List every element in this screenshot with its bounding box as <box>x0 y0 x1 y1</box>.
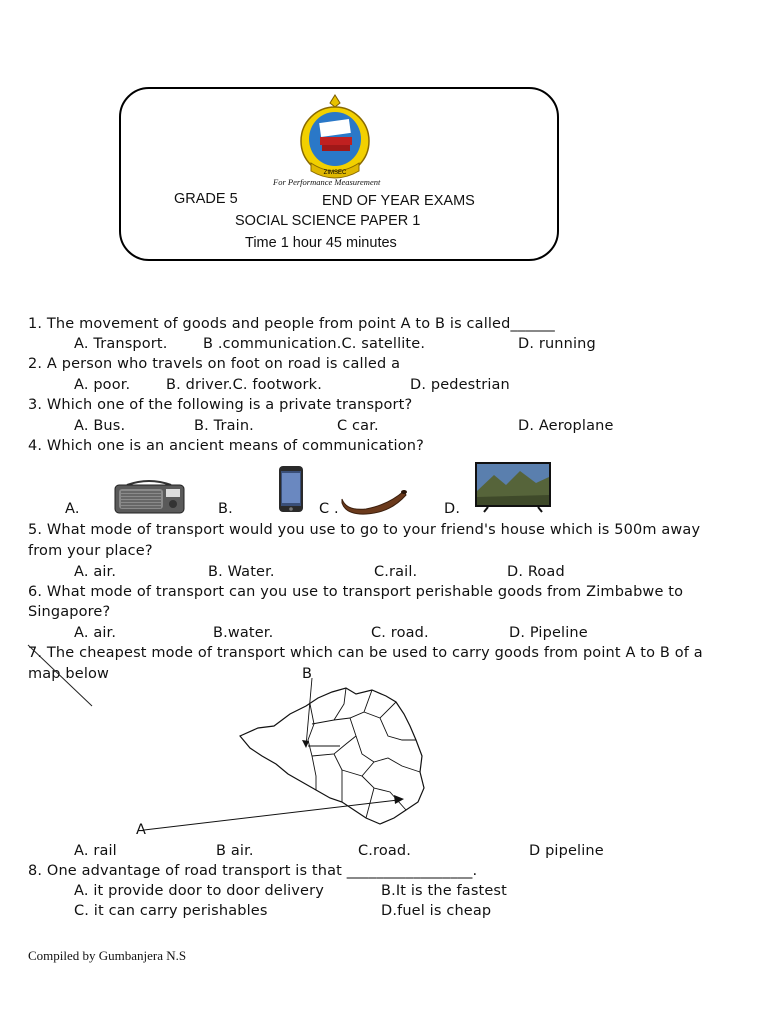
q7-option-b: B air. <box>216 843 254 859</box>
q5-option-d: D. Road <box>507 564 565 580</box>
q3-option-a: A. Bus. <box>74 418 126 434</box>
q6-option-c: C. road. <box>371 625 429 641</box>
grade-label: GRADE 5 <box>174 191 238 207</box>
q6-option-b: B.water. <box>213 625 274 641</box>
logo-tagline: For Performance Measurement <box>273 177 381 187</box>
q8-option-b: B.It is the fastest <box>381 883 507 899</box>
exam-title: END OF YEAR EXAMS <box>322 193 475 209</box>
q1-option-d: D. running <box>518 336 596 352</box>
paper-title: SOCIAL SCIENCE PAPER 1 <box>235 213 421 229</box>
television-icon <box>474 461 552 513</box>
q7-option-a: A. rail <box>74 843 117 859</box>
q5-option-b: B. Water. <box>208 564 275 580</box>
route-arrows <box>140 670 420 836</box>
question-6-line-1: 6. What mode of transport can you use to transport perishable goods from Zimbabwe to <box>28 584 684 600</box>
q4-option-a: A. <box>65 501 80 517</box>
map-label-b: B <box>302 666 313 682</box>
q5-option-a: A. air. <box>74 564 117 580</box>
question-8: 8. One advantage of road transport is that _________________. <box>28 863 478 879</box>
q3-option-b: B. Train. <box>194 418 254 434</box>
q3-option-d: D. Aeroplane <box>518 418 614 434</box>
q2-option-d: D. pedestrian <box>410 377 510 393</box>
radio-icon <box>113 479 186 515</box>
q1-option-b: B .communication.C. satellite. <box>203 336 426 352</box>
smartphone-icon <box>278 465 304 513</box>
q4-option-d: D. <box>444 501 461 517</box>
q2-option-b: B. driver.C. footwork. <box>166 377 322 393</box>
question-5-line-2: from your place? <box>28 543 153 559</box>
q8-option-a: A. it provide door to door delivery <box>74 883 324 899</box>
question-5-line-1: 5. What mode of transport would you use to go to your friend's house which is 500m away <box>28 522 701 538</box>
horn-icon <box>340 487 408 515</box>
q4-option-c: C . <box>319 501 339 517</box>
q6-option-a: A. air. <box>74 625 117 641</box>
q7-option-c: C.road. <box>358 843 411 859</box>
q8-option-d: D.fuel is cheap <box>381 903 492 919</box>
strike-mark <box>26 643 96 709</box>
q5-option-c: C.rail. <box>374 564 418 580</box>
q7-option-d: D pipeline <box>529 843 604 859</box>
q4-option-b: B. <box>218 501 233 517</box>
question-3: 3. Which one of the following is a private transport? <box>28 397 413 413</box>
q1-option-a: A. Transport. <box>74 336 168 352</box>
map-label-a: A <box>136 822 147 838</box>
q8-option-c: C. it can carry perishables <box>74 903 268 919</box>
footer-credit: Compiled by Gumbanjera N.S <box>28 948 187 963</box>
question-2: 2. A person who travels on foot on road is called a <box>28 356 401 372</box>
q2-option-a: A. poor. <box>74 377 131 393</box>
q3-option-c: C car. <box>337 418 379 434</box>
time-label: Time 1 hour 45 minutes <box>245 235 397 251</box>
question-6-line-2: Singapore? <box>28 604 111 620</box>
zimsec-logo <box>295 93 375 183</box>
question-7-line-1: 7. The cheapest mode of transport which can be used to carry goods from point A to B of a <box>28 645 703 661</box>
question-4: 4. Which one is an ancient means of communication? <box>28 438 424 454</box>
question-7-line-2: map below <box>28 666 110 682</box>
q6-option-d: D. Pipeline <box>509 625 588 641</box>
question-1: 1. The movement of goods and people from point A to B is called______ <box>28 316 555 332</box>
logo-text: ZIMSEC <box>323 170 347 176</box>
